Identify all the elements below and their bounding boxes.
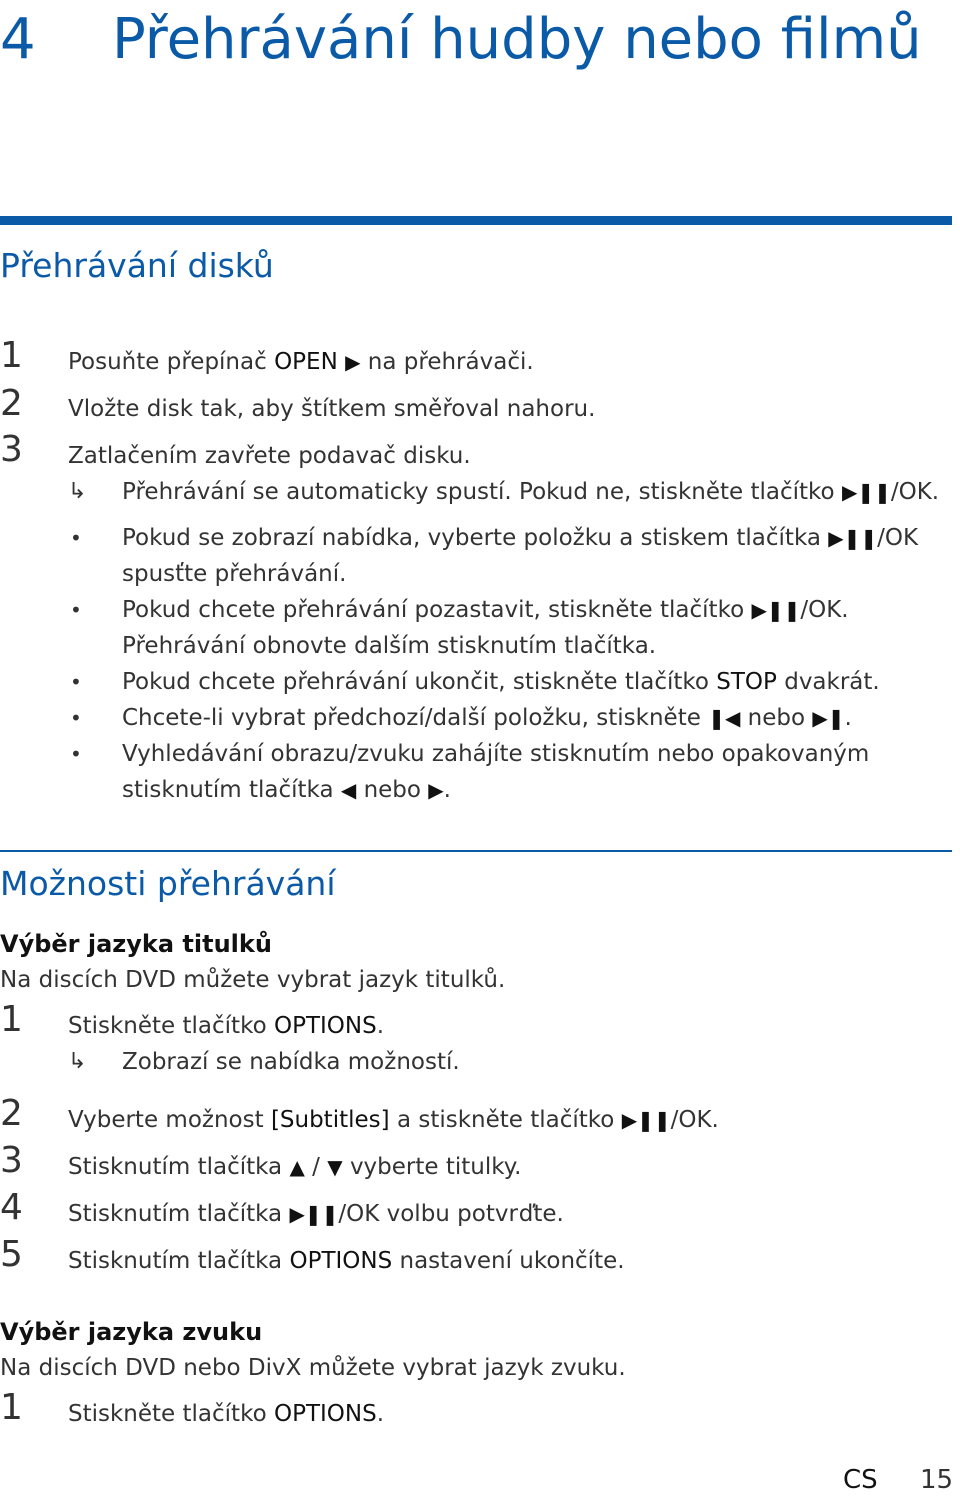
previous-icon: ❚◀ — [708, 706, 741, 730]
next-icon: ▶❚ — [812, 706, 845, 730]
play-pause-icon: ▶❚❚ — [621, 1108, 671, 1132]
bullet-icon: • — [70, 526, 82, 550]
step-text: Vložte disk tak, aby štítkem směřoval nahoru. — [68, 396, 596, 422]
step-number: 2 — [0, 1093, 23, 1134]
chapter-divider — [0, 216, 952, 225]
step-text: Stiskněte tlačítko OPTIONS. — [68, 1401, 384, 1427]
step-number: 4 — [0, 1187, 23, 1228]
bullet-item: Pokud chcete přehrávání ukončit, stiskněte tlačítko STOP dvakrát. — [122, 669, 880, 695]
step-text: Stisknutím tlačítka ▶❚❚/OK volbu potvrďte. — [68, 1201, 564, 1227]
ui-option-subtitles: [Subtitles] — [270, 1107, 390, 1133]
intro-text: Na discích DVD můžete vybrat jazyk titulků. — [0, 967, 506, 993]
section-title-options: Možnosti přehrávání — [0, 864, 336, 903]
result-arrow-icon: ↳ — [68, 479, 87, 504]
play-pause-icon: ▶❚❚ — [289, 1202, 339, 1226]
chapter-number: 4 — [0, 7, 36, 72]
play-pause-icon: ▶❚❚ — [841, 480, 891, 504]
down-icon: ▼ — [327, 1155, 343, 1179]
bullet-item: Pokud chcete přehrávání pozastavit, stiskněte tlačítko ▶❚❚/OK. Přehrávání obnovte dalším stisknutím tlačítka. — [122, 597, 849, 659]
step-number: 3 — [0, 1140, 23, 1181]
step-text: Stiskněte tlačítko OPTIONS. — [68, 1013, 384, 1039]
step-text: Stisknutím tlačítka ▲ / ▼ vyberte titulky. — [68, 1154, 522, 1180]
step-number: 5 — [0, 1234, 23, 1275]
step-number: 1 — [0, 999, 23, 1040]
step-text: Vyberte možnost [Subtitles] a stiskněte tlačítko ▶❚❚/OK. — [68, 1107, 719, 1133]
forward-icon: ▶ — [428, 778, 444, 802]
footer-page-number: 15 — [920, 1465, 954, 1495]
subsection-title-subtitles: Výběr jazyka titulků — [0, 930, 272, 958]
bullet-icon: • — [70, 706, 82, 730]
step-number: 2 — [0, 383, 23, 424]
step-text: Posuňte přepínač OPEN ▶ na přehrávači. — [68, 349, 534, 375]
chapter-title: Přehrávání hudby nebo filmů — [112, 7, 922, 72]
rewind-icon: ◀ — [340, 778, 357, 802]
play-pause-icon: ▶❚❚ — [828, 526, 878, 550]
play-pause-icon: ▶❚❚ — [751, 598, 801, 622]
intro-text: Na discích DVD nebo DivX můžete vybrat jazyk zvuku. — [0, 1355, 626, 1381]
section-title-disc: Přehrávání disků — [0, 246, 274, 285]
section-divider — [0, 850, 952, 852]
result-arrow-icon: ↳ — [68, 1049, 87, 1074]
chapter-heading — [0, 0, 922, 80]
result-text: Přehrávání se automaticky spustí. Pokud ne, stiskněte tlačítko ▶❚❚/OK. — [122, 479, 940, 505]
bullet-item: Vyhledávání obrazu/zvuku zahájíte stisknutím nebo opakovaným stisknutím tlačítka ◀ nebo ▶. — [122, 741, 870, 803]
step-text: Zatlačením zavřete podavač disku. — [68, 443, 471, 469]
step-number: 3 — [0, 429, 23, 470]
bullet-icon: • — [70, 598, 82, 622]
step-text: Stisknutím tlačítka OPTIONS nastavení ukončíte. — [68, 1248, 625, 1274]
step-number: 1 — [0, 1387, 23, 1428]
bullet-item: Pokud se zobrazí nabídka, vyberte položku a stiskem tlačítka ▶❚❚/OK spusťte přehrávání. — [122, 525, 919, 587]
result-text: Zobrazí se nabídka možností. — [122, 1049, 460, 1075]
bullet-icon: • — [70, 670, 82, 694]
bullet-icon: • — [70, 742, 82, 766]
step-number: 1 — [0, 335, 23, 376]
footer-language-code: CS — [843, 1465, 878, 1495]
play-icon: ▶ — [345, 350, 361, 374]
subsection-title-audio: Výběr jazyka zvuku — [0, 1318, 263, 1346]
bullet-item: Chcete-li vybrat předchozí/další položku, stiskněte ❚◀ nebo ▶❚. — [122, 705, 852, 731]
up-icon: ▲ — [289, 1155, 305, 1179]
